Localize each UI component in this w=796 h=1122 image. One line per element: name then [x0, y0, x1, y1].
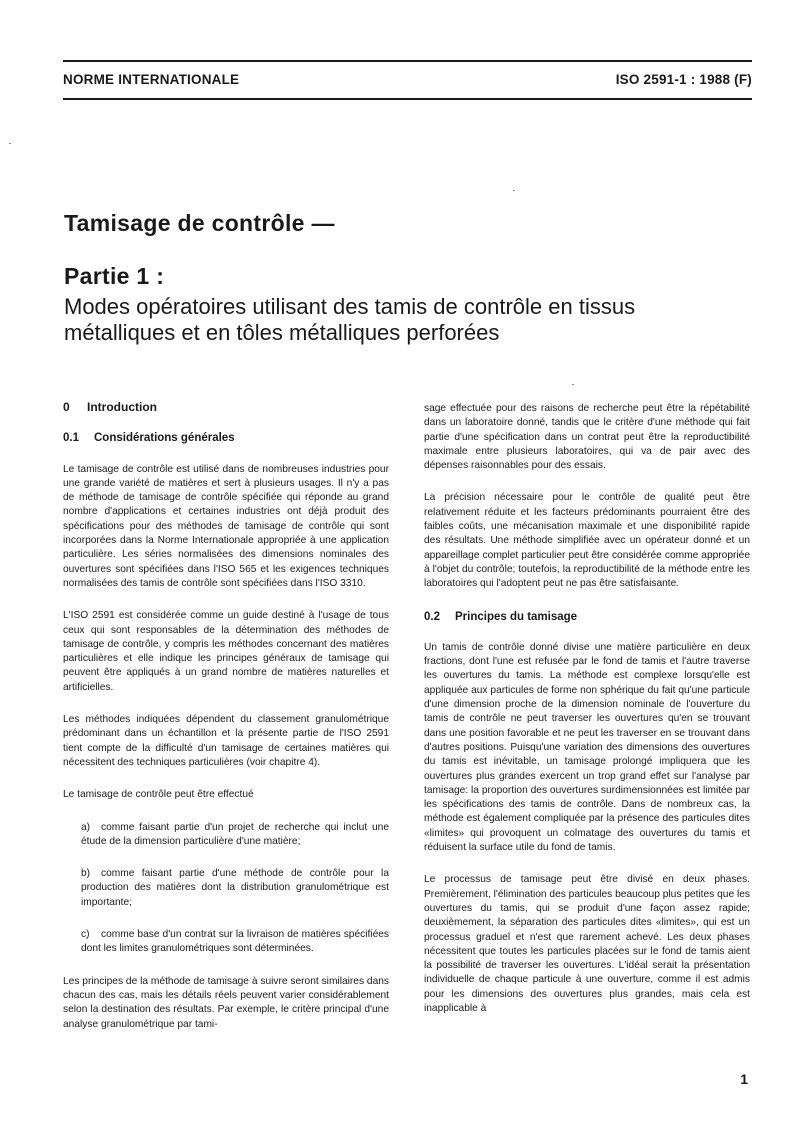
paragraph: Le tamisage de contrôle peut être effectué — [63, 789, 254, 801]
section-title: Introduction — [87, 400, 157, 414]
section-title: Principes du tamisage — [455, 610, 578, 623]
document-part: Partie 1 : — [64, 263, 165, 289]
page-number: 1 — [740, 1071, 748, 1087]
list-item-label: a) — [81, 821, 91, 833]
scan-speck — [572, 384, 574, 385]
section-number: 0 — [63, 400, 70, 414]
right-column — [424, 402, 750, 1026]
list-item-text: comme faisant partie d'un projet de recherche qui inclut une étude de la dimension particulière d'une matière; — [81, 821, 389, 847]
list-item — [63, 867, 389, 910]
list-item-text: comme faisant partie d'une méthode de contrôle pour la production des matières dont la distribution granulométrique est importante; — [81, 868, 389, 908]
section-heading-0-1 — [63, 431, 389, 445]
section-heading-0 — [63, 400, 389, 414]
section-title: Considérations générales — [94, 432, 235, 445]
list-item-text: comme base d'un contrat sur la livraison de matières spécifiées dont les limites granulométriques sont déterminées. — [81, 929, 389, 955]
scan-speck — [513, 190, 515, 191]
paragraph: Le tamisage de contrôle est utilisé dans de nombreuses industries pour une grande variété de matières et sert à plusieurs usages. Il n'y a pas de méthode de tamisage de contrôle spécifiée qui réponde au grand nombre d'applications et certaines industries ont déjà produit des spécifications pour des méthodes de tamisage de contrôle qui sont incorporées dans la Norme Internationale appropriée à une application particulière. Les séries normalisées des dimensions nominales des ouvertures sont spécifiées dans l'ISO 565 et les exigences techniques normalisées des tamis de contrôle sont spécifiées dans l'ISO 3310. — [63, 463, 389, 589]
header-top-rule — [63, 60, 752, 62]
list-item — [63, 928, 389, 957]
left-column — [63, 398, 389, 1042]
header-standard-type: NORME INTERNATIONALE — [63, 72, 240, 87]
paragraph: Les méthodes indiquées dépendent du classement granulométrique prédominant dans un échantillon et la présente partie de l'ISO 2591 tient compte de la difficulté d'un tamisage de certaines matières qui nécessitent des techniques particulières (voir chapitre 4). — [63, 714, 389, 768]
paragraph: Les principes de la méthode de tamisage à suivre seront similaires dans chacun des cas, mais les détails réels peuvent varier considérablement selon la destination des résultats. Par exemple, le critère principal d'une analyse granulométrique par tami- — [63, 975, 389, 1030]
list-item-label: c) — [81, 929, 90, 941]
subtitle-line: métalliques et en tôles métalliques perforées — [64, 320, 500, 345]
section-number: 0.1 — [63, 432, 79, 445]
section-number: 0.2 — [424, 610, 440, 623]
header-standard-number: ISO 2591-1 : 1988 (F) — [615, 72, 752, 87]
paragraph: Le processus de tamisage peut être divisé en deux phases. Premièrement, l'élimination des particules beaucoup plus petites que les ouvertures du tamis, qui se produit d'une façon assez rapide; deuxièmement, la séparation des particules dites «limites», qui est un processus graduel et n'est que rarement achevé. Les deux phases nécessitent que toutes les particules placées sur le fond de tamis aient la possibilité de traverser les ouvertures. L'idéal serait la présentation individuelle de chaque particule à une ouverture, comme il est admis pour les dimensions des ouvertures plus grandes, mais cela est inapplicable à — [424, 874, 750, 1014]
paragraph: Un tamis de contrôle donné divise une matière particulière en deux fractions, dont l'une est refusée par le fond de tamis et l'autre traverse les ouvertures du tamis. La méthode est complexe lorsqu'elle est appliquée aux particules de forme non sphérique du fait qu'une particule d'une dimension proche de la dimension nominale de l'ouverture du tamis de contrôle ne peut traverser les ouvertures qu'en se trouvant dans une position favorable et ne peut les traverser en se trouvant dans d'autres positions. Puisqu'une variation des dimensions des ouvertures du tamis est inévitable, un tamisage prolongé impliquera que les ouvertures plus grandes exercent un trop grand effet sur l'analyse par tamisage: la proportion des ouvertures surdimensionnées est limitée par les spécifications des tamis de contrôle. Dans de nombreux cas, la méthode est également compliquée par la présence des particules dites «limites» qui provoquent un colmatage des ouvertures du tamis et réduisent la surface utile du fond de tamis. — [424, 641, 750, 854]
header-bottom-rule — [63, 98, 752, 100]
document-title: Tamisage de contrôle — — [64, 210, 335, 236]
scan-speck — [9, 143, 11, 144]
document-subtitle — [64, 294, 744, 346]
subtitle-line: Modes opératoires utilisant des tamis de contrôle en tissus — [64, 294, 636, 319]
paragraph: sage effectuée pour des raisons de recherche peut être la répétabilité dans un laboratoire donné, tandis que le critère d'une méthode qui fait partie d'une spécification dans un contrat peut être la reproductibilité maximale entre plusieurs laboratoires, qui va de pair avec des dépenses raisonnables pour des essais. — [424, 403, 750, 472]
paragraph: L'ISO 2591 est considérée comme un guide destiné à l'usage de tous ceux qui sont responsables de la détermination des méthodes de tamisage de contrôle, y compris les méthodes concernant des matières particulières et elle indique les principes généraux de tamisage qui peuvent être appliqués à un grand nombre de matières naturelles et artificielles. — [63, 610, 389, 693]
section-heading-0-2 — [424, 610, 750, 624]
list-item-label: b) — [81, 868, 91, 880]
paragraph: La précision nécessaire pour le contrôle de qualité peut être relativement réduite et les facteurs prédominants pourraient être des faibles coûts, une mécanisation maximale et une disponibilité rapide des résultats. Une méthode simplifiée avec un opérateur donné et un appareillage complet particulier peut être considérée comme appropriée à l'objet du contrôle; toutefois, la reproductibilité de la méthode entre les laboratoires qui l'adoptent peut ne pas être satisfaisante. — [424, 492, 750, 590]
list-item — [63, 821, 389, 850]
